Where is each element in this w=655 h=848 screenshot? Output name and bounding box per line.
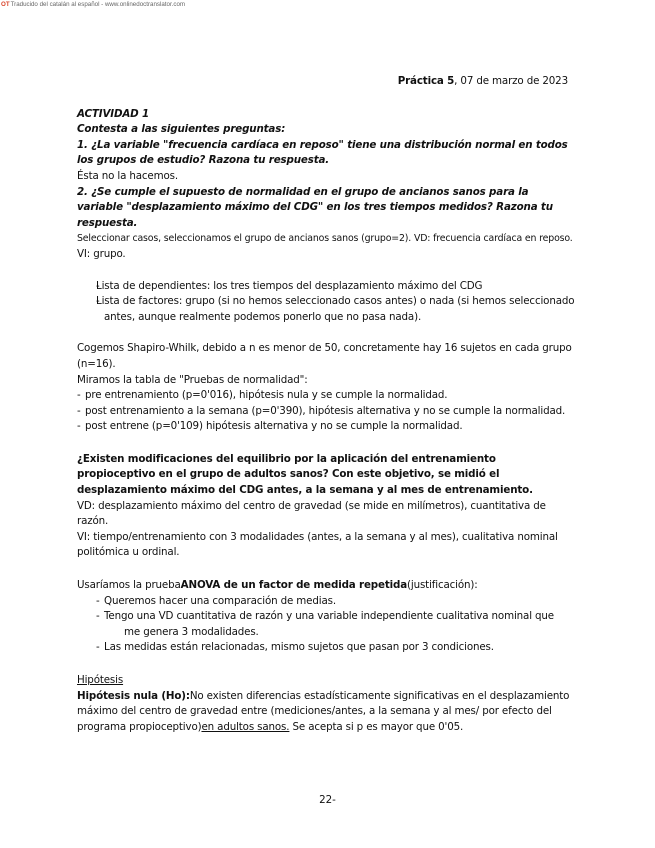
table-intro: Miramos la tabla de "Pruebas de normalidad": (77, 373, 308, 386)
list-item: - post entrenamiento a la semana (p=0'390), hipótesis alternativa y no se cumple la normalidad. (77, 404, 577, 420)
reason-continuation: me genera 3 modalidades. (124, 625, 259, 638)
vd-definition: VD: desplazamiento máximo del centro de gravedad (se mide en milímetros), cuantitativa de razón. (77, 499, 546, 528)
list-item (77, 594, 577, 610)
spacer (77, 656, 577, 673)
question-2: 2. ¿Se cumple el supuesto de normalidad en el grupo de ancianos sanos para la variable "desplazamiento máximo del CDG" en los tres tiempos medidos? Razona tu respuesta. (77, 185, 553, 229)
spacer (77, 561, 577, 578)
practice-date: , 07 de marzo de 2023 (454, 75, 568, 87)
shapiro-paragraph: Cogemos Shapiro-Whilk, debido a n es menor de 50, concretamente hay 16 sujetos en cada grupo (n=16). (77, 342, 572, 370)
test-justification (77, 594, 577, 656)
practice-label: Práctica 5 (397, 75, 455, 87)
test-suffix: (justificación): (407, 579, 478, 592)
reason-text: Queremos hacer una comparación de medias. (104, 594, 336, 607)
vi-definition: VI: tiempo/entrenamiento con 3 modalidades (antes, a la semana y al mes), cualitativa nominal politómica u ordinal. (77, 530, 558, 559)
translator-logo: OT (1, 1, 10, 8)
null-hypothesis-label: Hipótesis nula (Ho): (77, 689, 190, 702)
list-item (77, 640, 577, 656)
null-hypothesis-text: No existen diferencias estadísticamente significativas en el desplazamiento máximo del centro de gravedad entre (mediciones/antes, a la semana y al mes/ por efecto del programa propioceptivo) (77, 689, 570, 733)
answer-1: Ésta no la hacemos. (77, 169, 178, 182)
spss-lists (77, 279, 577, 326)
test-prefix: Usaríamos la prueba (77, 579, 181, 592)
list-item: - pre entrenamiento (p=0'016), hipótesis nula y se cumple la normalidad. (77, 388, 577, 404)
list-item (77, 609, 577, 640)
activity-title: ACTIVIDAD 1 (77, 107, 150, 120)
answer-2-selection: Seleccionar casos, seleccionamos el grupo de ancianos sanos (grupo=2). VD: frecuencia cardíaca en reposo. (77, 233, 573, 245)
reason-text: Las medidas están relacionadas, mismo sujetos que pasan por 3 condiciones. (104, 641, 494, 654)
spacer (77, 325, 577, 341)
question-1: 1. ¿La variable "frecuencia cardíaca en reposo" tiene una distribución normal en todos los grupos de estudio? Razona tu respuesta. (77, 138, 568, 167)
test-name: ANOVA de un factor de medida repetida (180, 579, 408, 592)
null-hypothesis-population: en adultos sanos. (201, 720, 290, 733)
reason-text: Tengo una VD cuantitativa de razón y una variable independiente cualitativa nominal que (104, 610, 554, 623)
list-item: - Lista de dependientes: los tres tiempos del desplazamiento máximo del CDG (77, 279, 577, 295)
list-item: - Lista de factores: grupo (si no hemos seleccionado casos antes) o nada (si hemos seleccionado antes, aunque realmente podemos ponerlo que no pasa nada). (77, 294, 577, 325)
translator-banner (1, 0, 185, 9)
test-paragraph (77, 578, 577, 594)
section-2-question: ¿Existen modificaciones del equilibrio por la aplicación del entrenamiento propioceptivo en el grupo de adultos sanos? Con este objetivo, se midió el desplazamiento máximo del CDG antes, a la semana y al mes de entrenamiento. (77, 452, 533, 497)
list-item: - post entrene (p=0'109) hipótesis alternativa y no se cumple la normalidad. (77, 419, 577, 435)
spacer (77, 435, 577, 452)
answer-2-vi: VI: grupo. (77, 247, 126, 260)
page-number: 22- (319, 794, 336, 806)
translator-banner-text: Traducido del catalán al español - www.onlinedoctranslator.com (10, 1, 186, 8)
document-header (77, 74, 577, 90)
activity-instruction: Contesta a las siguientes preguntas: (77, 123, 286, 136)
hypothesis-title: Hipótesis (77, 674, 124, 686)
spacer (77, 263, 577, 279)
null-hypothesis (77, 689, 577, 736)
document-page (77, 74, 577, 735)
null-hypothesis-criterion: Se acepta si p es mayor que 0'05. (289, 720, 464, 733)
normality-results (77, 388, 577, 435)
